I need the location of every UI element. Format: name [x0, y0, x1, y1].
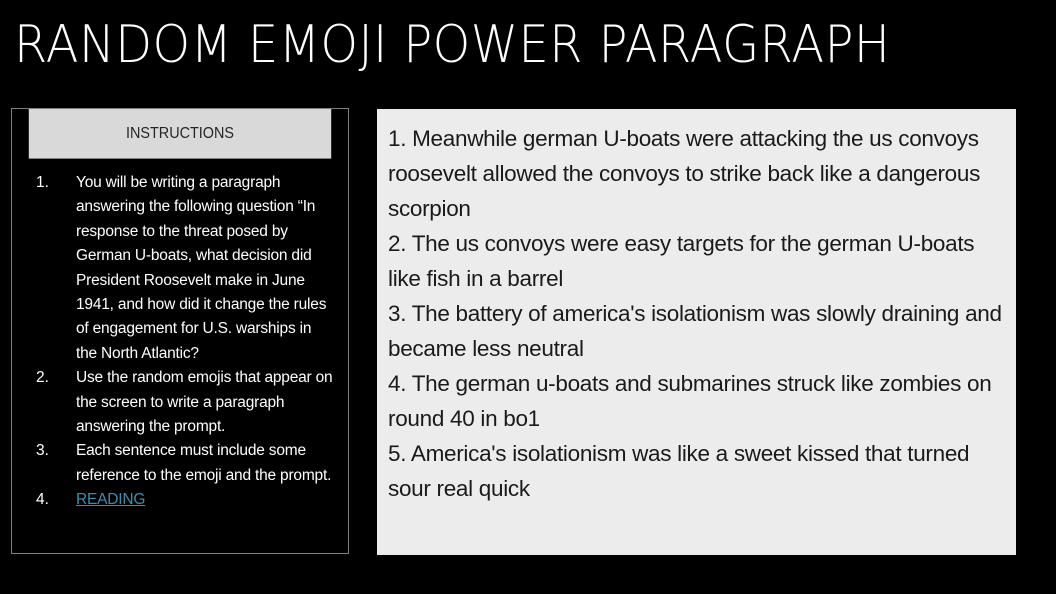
- reading-link[interactable]: READING: [76, 491, 146, 509]
- instruction-item: [36, 439, 336, 488]
- instruction-number: 1.: [36, 174, 49, 191]
- paragraph-box[interactable]: [377, 109, 1016, 555]
- slide-title: RANDOM EMOJI POWER PARAGRAPH: [14, 15, 891, 75]
- instruction-item: [36, 366, 336, 439]
- instruction-number: 3.: [36, 442, 49, 460]
- paragraph-sentence: 1. Meanwhile german U-boats were attacking the us convoys roosevelt allowed the convoys to strike back like a dangerous scorpion: [388, 126, 981, 221]
- instruction-item: [36, 171, 336, 366]
- instruction-item: [36, 488, 336, 512]
- paragraph-sentence: 4. The german u-boats and submarines struck like zombies on round 40 in bo1: [388, 371, 992, 431]
- instruction-text: Use the random emojis that appear on the screen to write a paragraph answering the prompt.: [76, 369, 333, 436]
- instruction-text: [76, 488, 336, 512]
- instructions-list: [12, 159, 348, 513]
- instructions-panel: [11, 108, 349, 554]
- instruction-text: Each sentence must include some reference to the emoji and the prompt.: [76, 442, 332, 484]
- paragraph-sentence: 3. The battery of america's isolationism was slowly draining and became less neutral: [388, 301, 1002, 361]
- instruction-text: You will be writing a paragraph answering the following question “In response to the threat posed by German U-boats, what decision did President Roosevelt make in June 1941, and how did it change the rules of engagement for U.S. warships in the North Atlantic?: [76, 174, 327, 362]
- instructions-header: INSTRUCTIONS: [29, 109, 331, 159]
- instruction-number: 4.: [36, 491, 49, 509]
- paragraph-sentence: 2. The us convoys were easy targets for the german U-boats like fish in a barrel: [388, 231, 975, 291]
- paragraph-sentence: 5. America's isolationism was like a sweet kissed that turned sour real quick: [388, 441, 970, 501]
- instruction-number: 2.: [36, 369, 49, 387]
